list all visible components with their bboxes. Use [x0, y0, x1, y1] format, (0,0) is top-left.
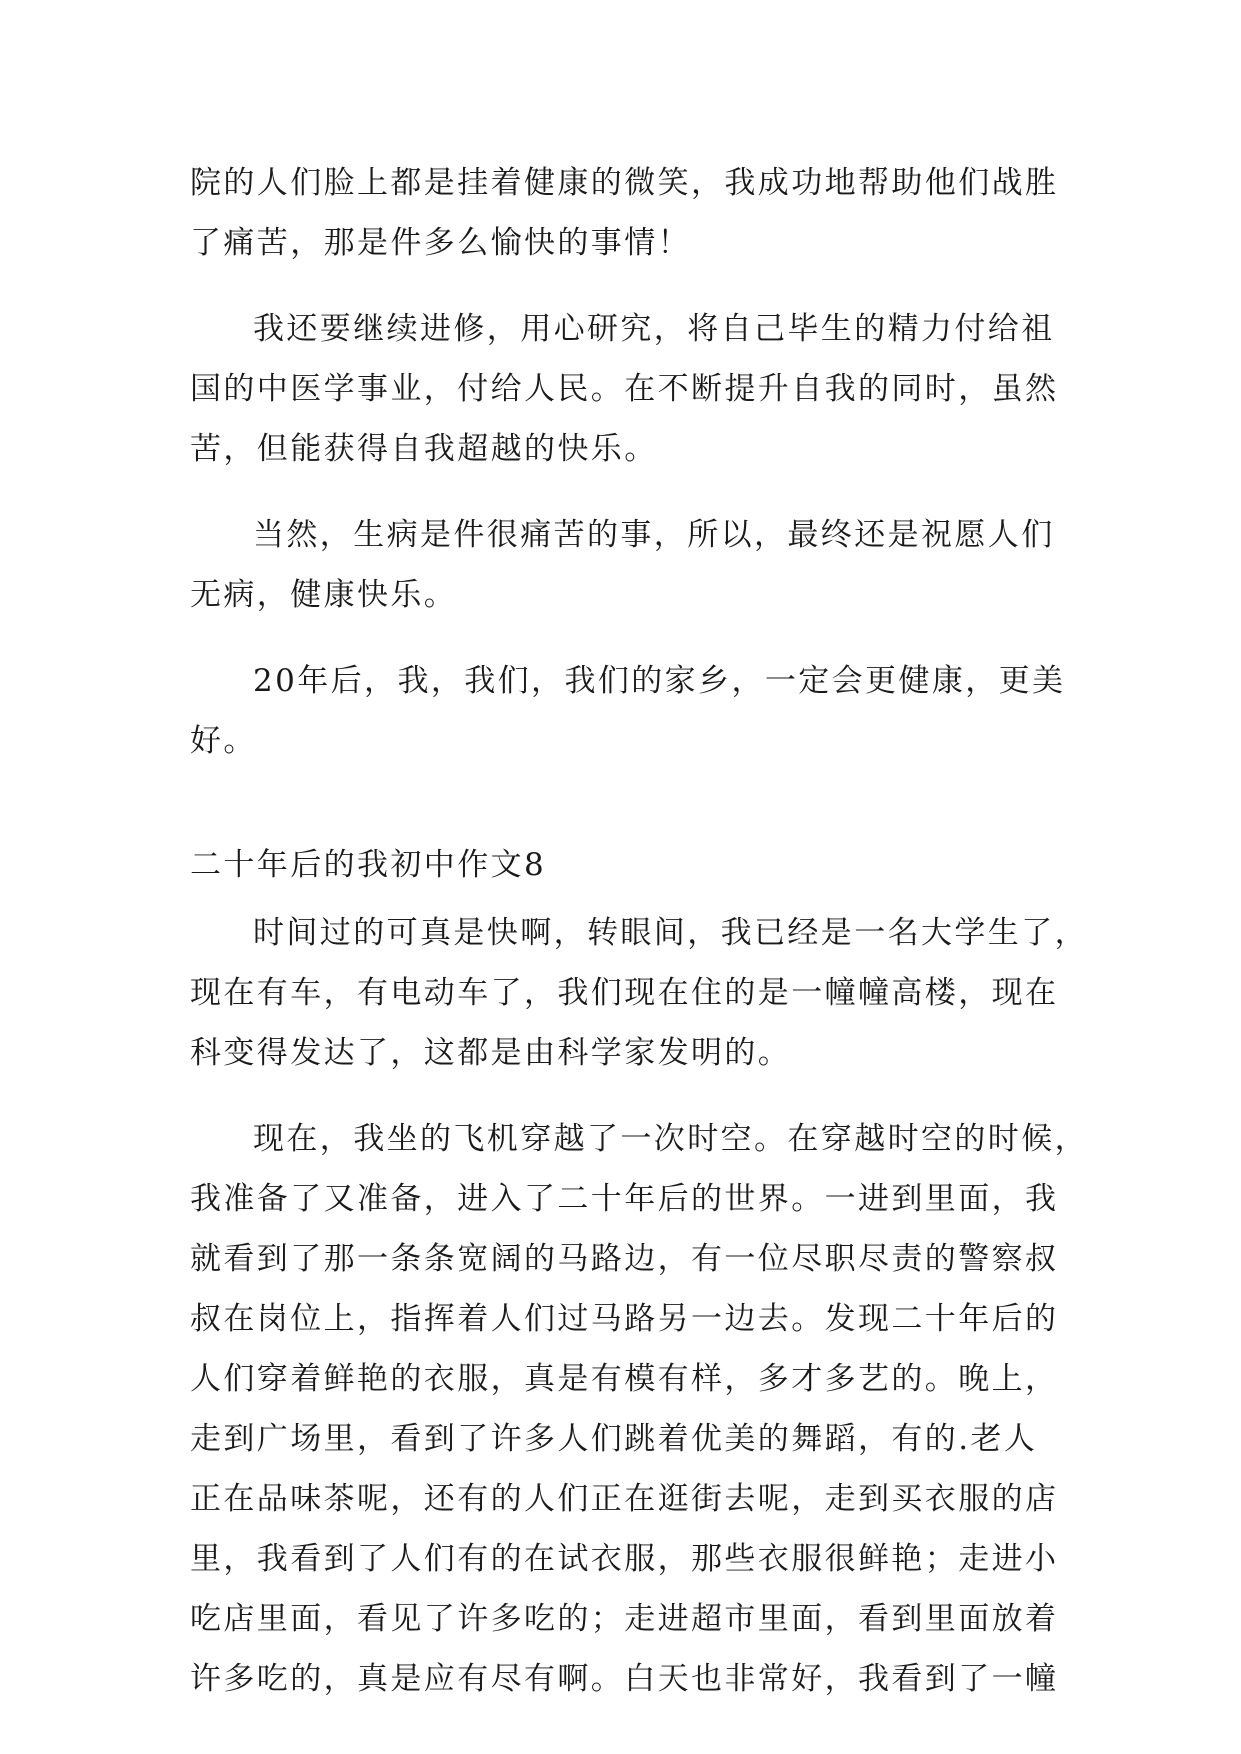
paragraph-line: 了痛苦，那是件多么愉快的事情！	[190, 225, 691, 261]
paragraph-line: 好。	[190, 723, 257, 759]
paragraph-line: 人们穿着鲜艳的衣服，真是有模有样，多才多艺的。晚上，	[190, 1361, 1059, 1397]
paragraph-line: 时间过的可真是快啊，转眼间，我已经是一名大学生了，	[253, 915, 1088, 951]
paragraph-line: 叔在岗位上，指挥着人们过马路另一边去。发现二十年后的	[190, 1301, 1059, 1337]
section-heading: 二十年后的我初中作文8	[190, 847, 547, 883]
paragraph-line: 院的人们脸上都是挂着健康的微笑，我成功地帮助他们战胜	[190, 165, 1059, 201]
paragraph-line: 国的中医学事业，付给人民。在不断提升自我的同时，虽然	[190, 371, 1059, 407]
paragraph-line: 当然，生病是件很痛苦的事，所以，最终还是祝愿人们	[253, 517, 1055, 553]
paragraph-line: 无病，健康快乐。	[190, 577, 458, 613]
paragraph-line: 我准备了又准备，进入了二十年后的世界。一进到里面，我	[190, 1181, 1059, 1217]
paragraph-line: 吃店里面，看见了许多吃的；走进超市里面，看到里面放着	[190, 1601, 1059, 1637]
paragraph-line: 现在，我坐的飞机穿越了一次时空。在穿越时空的时候，	[253, 1121, 1088, 1157]
paragraph-line: 现在有车，有电动车了，我们现在住的是一幢幢高楼，现在	[190, 975, 1059, 1011]
paragraph-line: 20年后，我，我们，我们的家乡，一定会更健康，更美	[253, 663, 1066, 699]
paragraph-line: 正在品味茶呢，还有的人们正在逛街去呢，走到买衣服的店	[190, 1481, 1059, 1517]
paragraph-line: 我还要继续进修，用心研究，将自己毕生的精力付给祖	[253, 311, 1055, 347]
paragraph-line: 科变得发达了，这都是由科学家发明的。	[190, 1035, 792, 1071]
paragraph-line: 许多吃的，真是应有尽有啊。白天也非常好，我看到了一幢	[190, 1661, 1059, 1697]
paragraph-line: 里，我看到了人们有的在试衣服，那些衣服很鲜艳；走进小	[190, 1541, 1059, 1577]
paragraph-line: 就看到了那一条条宽阔的马路边，有一位尽职尽责的警察叔	[190, 1241, 1059, 1277]
paragraph-line: 走到广场里，看到了许多人们跳着优美的舞蹈，有的.老人	[190, 1421, 1038, 1457]
paragraph-line: 苦，但能获得自我超越的快乐。	[190, 431, 658, 467]
